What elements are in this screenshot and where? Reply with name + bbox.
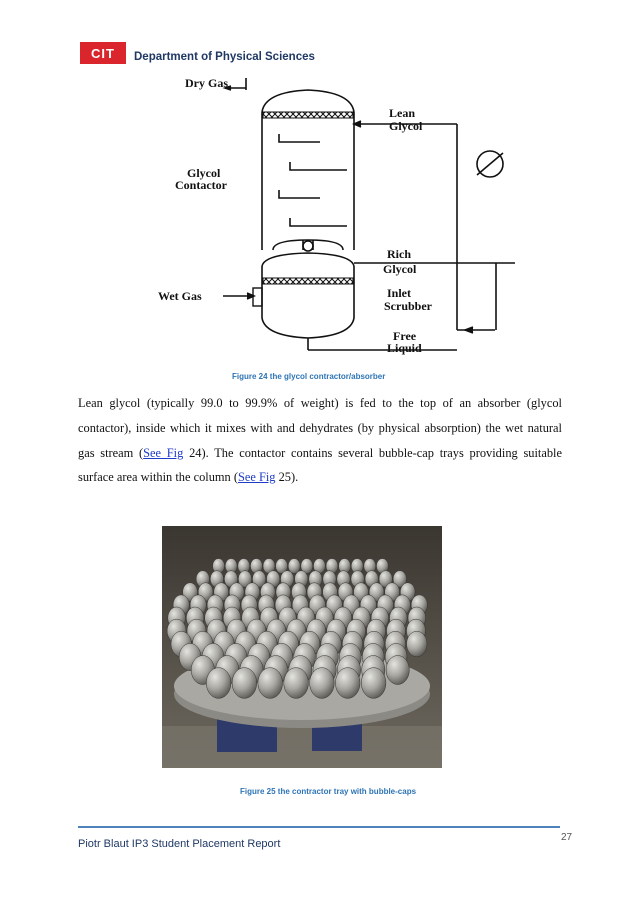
figure-25-caption: Figure 25 the contractor tray with bubble-caps [240, 787, 417, 796]
page-number: 27 [561, 832, 573, 843]
bubble-cap-tray-photo [162, 526, 442, 768]
liquid-label: Liquid [387, 341, 422, 355]
lean-label: Lean [389, 106, 416, 120]
footer-text: Piotr Blaut IP3 Student Placement Report [78, 838, 281, 850]
glycol-label-bottom: Glycol [383, 262, 417, 276]
cit-logo: CIT [80, 42, 126, 64]
wet-gas-label: Wet Gas [158, 289, 202, 303]
footer-rule [78, 826, 560, 828]
body-paragraph [78, 391, 562, 490]
see-fig-24-link[interactable]: See Fig [143, 445, 184, 460]
department-heading: Department of Physical Sciences [134, 51, 315, 63]
free-label: Free [393, 329, 417, 343]
paragraph-text-1: Lean glycol (typically 99.0 to 99.9% of weight) is fed to the top of an absorber (glycol contactor), inside which it mixes with and dehydrates (by physical absorption) the wet natural gas stream ( [78, 396, 562, 460]
glycol-label: Glycol [187, 166, 221, 180]
paragraph-text-2: 24). The contactor contains several bubble-cap trays providing suitable surface area within the column ( [78, 445, 562, 485]
glycol-contactor-diagram [155, 78, 515, 358]
paragraph-text-3: 25). [275, 470, 299, 485]
scrubber-label: Scrubber [384, 299, 432, 313]
dry-gas-label: Dry Gas [185, 78, 228, 90]
see-fig-25-link[interactable]: See Fig [237, 470, 276, 485]
contactor-label: Contactor [175, 178, 227, 192]
rich-label: Rich [387, 247, 411, 261]
figure-24-caption: Figure 24 the glycol contractor/absorber [232, 372, 386, 381]
inlet-label: Inlet [387, 286, 411, 300]
glycol-label-top: Glycol [389, 119, 423, 133]
